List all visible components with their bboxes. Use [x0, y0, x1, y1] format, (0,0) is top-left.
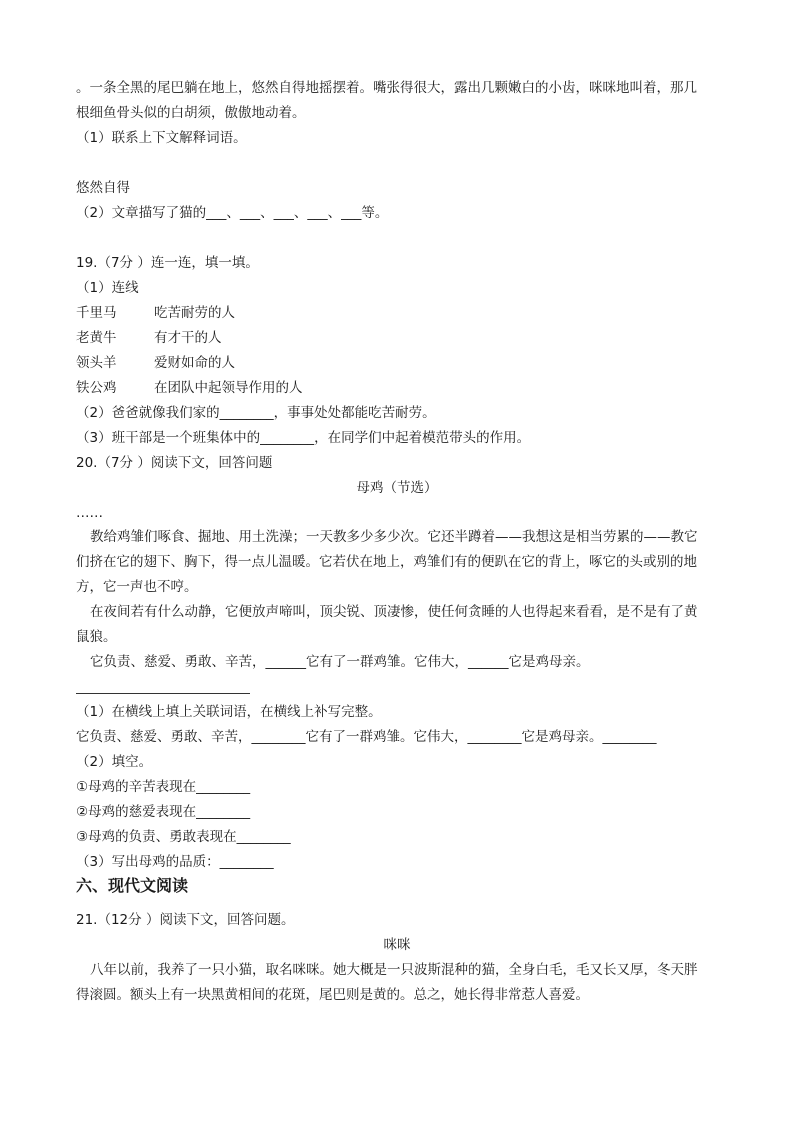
matching-desc: 爱财如命的人: [154, 355, 235, 371]
fill-blank-line: （3）写出母鸡的品质：________: [76, 854, 274, 870]
question-text: （1）在横线上填上关联词语，在横线上补写完整。: [76, 704, 382, 720]
passage-line: 根细鱼骨头似的白胡须，傲傲地动着。: [76, 105, 306, 121]
question-text: （2）爸爸就像我们家的________，事事处处都能吃苦耐劳。: [76, 405, 436, 421]
passage-line: 在夜间若有什么动静，它便放声啼叫，顶尖锐、顶凄惨，使任何贪睡的人也得起来看看，是不是有了黄: [90, 604, 698, 620]
passage-line: 它负责、慈爱、勇敢、辛苦，______它有了一群鸡雏。它伟大，______它是鸡母亲。: [90, 654, 590, 670]
passage-title: 咪咪: [383, 937, 411, 953]
passage-line: 们挤在它的翅下、胸下，得一点儿温暖。它若伏在地上，鸡雏们有的便趴在它的背上，啄它的头或别的地: [76, 554, 697, 570]
matching-desc: 在团队中起领导作用的人: [154, 380, 303, 396]
question-title: 19.（7分 ）连一连，填一填。: [76, 255, 259, 271]
fill-blank-line: 它负责、慈爱、勇敢、辛苦，________它有了一群鸡雏。它伟大，________它是鸡母亲。________: [76, 729, 657, 745]
ellipsis: ……: [76, 505, 103, 521]
fill-blank-line: ③母鸡的负责、勇敢表现在________: [76, 829, 291, 845]
passage-line: 方，它一声也不哼。: [76, 579, 198, 595]
matching-term: 领头羊: [76, 355, 117, 371]
matching-row: [76, 354, 235, 372]
matching-term: 铁公鸡: [76, 380, 117, 396]
question-text: （2）填空。: [76, 754, 153, 770]
passage-line: 得滚圆。额头上有一块黑黄相间的花斑，尾巴则是黄的。总之，她长得非常惹人喜爱。: [76, 987, 589, 1003]
fill-blank-line: ②母鸡的慈爱表现在________: [76, 804, 251, 820]
matching-desc: 有才干的人: [154, 330, 222, 346]
fill-blank-line: ①母鸡的辛苦表现在________: [76, 779, 251, 795]
matching-row: [76, 379, 303, 397]
divider-line: [76, 693, 250, 694]
question-text: （1）连线: [76, 280, 139, 296]
matching-term: 千里马: [76, 305, 117, 321]
question-text: （2）文章描写了猫的___、___、___、___、___等。: [76, 205, 389, 221]
section-heading: 六、现代文阅读: [76, 876, 189, 895]
question-title: 20.（7分 ）阅读下文，回答问题: [76, 455, 273, 471]
passage-line: 。一条全黑的尾巴躺在地上，悠然自得地摇摆着。嘴张得很大，露出几颗嫩白的小齿，咪咪地叫着，那几: [76, 80, 697, 96]
question-text: （3）班干部是一个班集体中的________，在同学们中起着模范带头的作用。: [76, 430, 531, 446]
passage-line: 八年以前，我养了一只小猫，取名咪咪。她大概是一只波斯混种的猫，全身白毛，毛又长又厚，冬天胖: [90, 962, 698, 978]
passage-line: 鼠狼。: [76, 629, 117, 645]
vocabulary-word: 悠然自得: [76, 180, 130, 196]
question-title: 21.（12分 ）阅读下文，回答问题。: [76, 912, 295, 928]
question-text: （1）联系上下文解释词语。: [76, 130, 247, 146]
matching-row: [76, 329, 222, 347]
matching-term: 老黄牛: [76, 330, 117, 346]
passage-line: 教给鸡雏们啄食、掘地、用土洗澡；一天教多少多少次。它还半蹲着——我想这是相当劳累的——教它: [90, 529, 698, 545]
matching-desc: 吃苦耐劳的人: [154, 305, 235, 321]
passage-title: 母鸡（节选）: [356, 480, 438, 496]
matching-row: [76, 304, 235, 322]
